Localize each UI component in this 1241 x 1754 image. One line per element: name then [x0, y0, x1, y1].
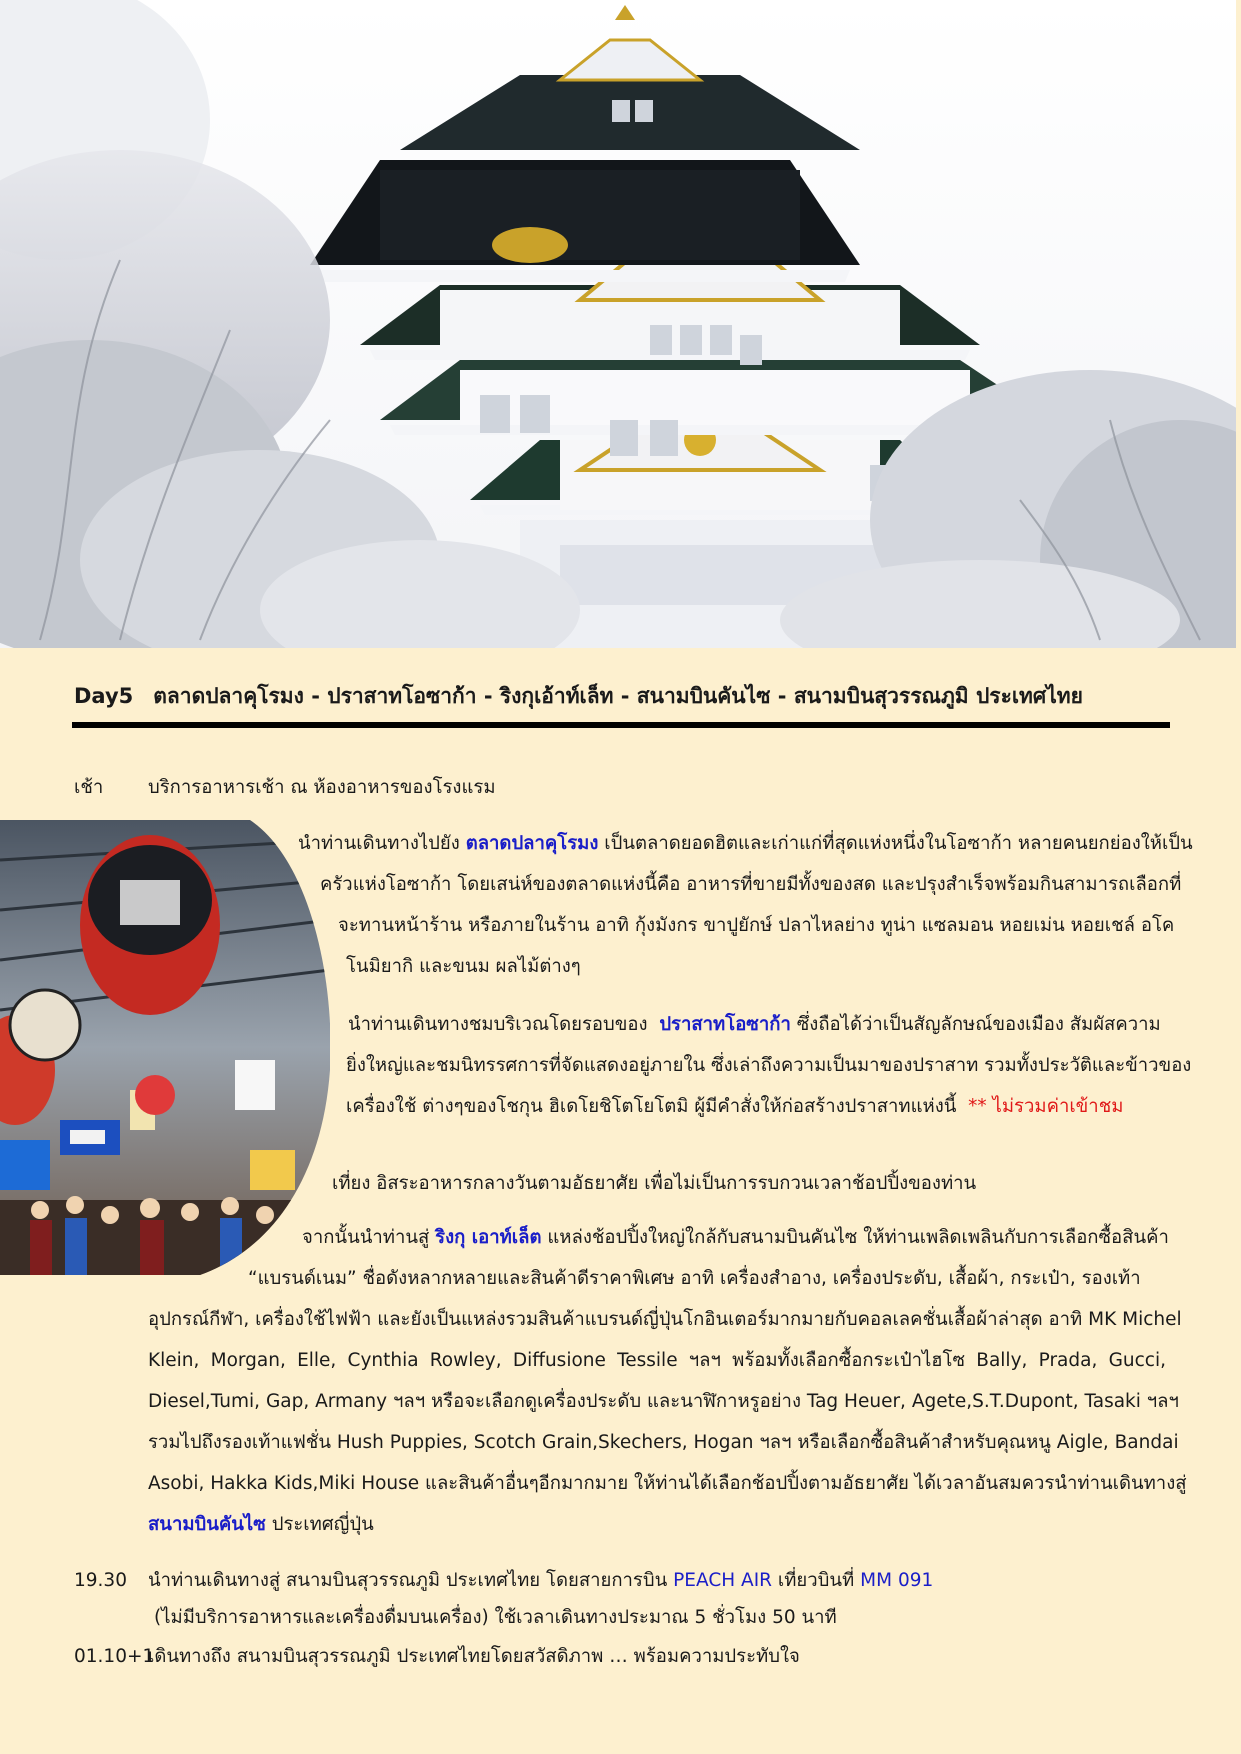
castle-line1-rest: ซึ่งถือได้ว่าเป็นสัญลักษณ์ของเมือง สัมผัสความ — [796, 1014, 1161, 1035]
castle-lead: นำท่านเดินทางชมบริเวณโดยรอบของ — [348, 1014, 648, 1035]
arrival-time: 01.10+1 — [74, 1646, 155, 1667]
market-line-2 — [320, 865, 1181, 906]
outlet-line8-rest: ประเทศญี่ปุ่น — [271, 1514, 374, 1535]
outlet-line6-text: รวมไปถึงรองเท้าแฟชั่น Hush Puppies, Scotch Grain,Skechers, Hogan ฯลฯ หรือเลือกซื้อสินค้าสำหรับคุณหนู Aigle, Bandai — [148, 1432, 1179, 1453]
market-line3-text: จะทานหน้าร้าน หรือภายในร้าน อาทิ กุ้งมังกร ขาปูยักษ์ ปลาไหลย่าง ทูน่า แซลมอน หอยเม่น หอยเชล์ อโค — [338, 915, 1175, 936]
arrival-text: เดินทางถึง สนามบินสุวรรณภูมิ ประเทศไทยโดยสวัสดิภาพ … พร้อมความประทับใจ — [148, 1646, 800, 1667]
lunch-row — [332, 1164, 976, 1205]
market-name: ตลาดปลาคุโรมง — [465, 833, 599, 854]
outlet-line2-text: “แบรนด์เนม” ชื่อดังหลากหลายและสินค้าดีราคาพิเศษ อาทิ เครื่องสำอาง, เครื่องประดับ, เสื้อผ้า, กระเป๋า, รองเท้า — [248, 1268, 1141, 1289]
outlet-lead: จากนั้นนำท่านสู่ — [302, 1227, 430, 1248]
outlet-line-5 — [148, 1382, 1179, 1423]
kansai-airport-name: สนามบินคันไซ — [148, 1514, 266, 1535]
outlet-line-1 — [302, 1218, 1169, 1259]
market-paragraph — [298, 824, 1193, 865]
flight-detail-row — [154, 1598, 837, 1638]
outlet-line4-text: Klein, Morgan, Elle, Cynthia Rowley, Diffusione Tessile ฯลฯ พร้อมทั้งเลือกซื้อกระเป๋าไฮโซ Bally, Prada, Gucci, — [148, 1350, 1166, 1371]
day-title: ตลาดปลาคุโรมง - ปราสาทโอซาก้า - ริงกุเอ้าท์เล็ท - สนามบินคันไซ - สนามบินสุวรรณภูมิ ประเทศไทย — [153, 684, 1083, 708]
outlet-line7-text: Asobi, Hakka Kids,Miki House และสินค้าอื่นๆอีกมากมาย ให้ท่านได้เลือกช้อปปิ้งตามอัธยาศัย ได้เวลาอันสมควรนำท่านเดินทางสู่ — [148, 1473, 1187, 1494]
market-line2-text: ครัวแห่งโอซาก้า โดยเสน่ห์ของตลาดแห่งนี้คือ อาหารที่ขายมีทั้งของสด และปรุงสำเร็จพร้อมกินสามารถเลือกที่ — [320, 874, 1182, 895]
outlet-line-4 — [148, 1341, 1166, 1382]
castle-line-3 — [346, 1087, 1123, 1128]
market-line1-rest: เป็นตลาดยอดฮิตและเก่าแก่ที่สุดแห่งหนึ่งในโอซาก้า หลายคนยกย่องให้เป็น — [604, 833, 1193, 854]
lunch-text: เที่ยง อิสระอาหารกลางวันตามอัธยาศัย เพื่อไม่เป็นการรบกวนเวลาช้อปปิ้งของท่าน — [332, 1173, 977, 1194]
flight-time: 19.30 — [74, 1570, 127, 1591]
market-line-4 — [346, 947, 581, 988]
flight-lead: นำท่านเดินทางสู่ สนามบินสุวรรณภูมิ ประเทศไทย โดยสายการบิน — [148, 1570, 668, 1591]
outlet-line5-text: Diesel,Tumi, Gap, Armany ฯลฯ หรือจะเลือกดูเครื่องประดับ และนาฬิกาหรูอย่าง Tag Heuer, Agete,S.T.Dupont, Tasaki ฯลฯ — [148, 1391, 1179, 1412]
castle-line-2 — [346, 1046, 1191, 1087]
castle-name: ปราสาทโอซาก้า — [659, 1014, 791, 1035]
header-divider — [72, 722, 1170, 728]
day-header — [74, 680, 1169, 724]
day-label: Day5 — [74, 684, 134, 708]
breakfast-text: บริการอาหารเช้า ณ ห้องอาหารของโรงแรม — [148, 777, 496, 798]
outlet-line-3 — [148, 1300, 1182, 1341]
airline-name: PEACH AIR — [673, 1570, 773, 1591]
kuromon-market-photo — [0, 820, 330, 1275]
market-line4-text: โนมิยากิ และขนม ผลไม้ต่างๆ — [346, 956, 581, 977]
flight-number: MM 091 — [860, 1570, 934, 1591]
castle-line-1 — [348, 1005, 1161, 1046]
breakfast-row — [74, 768, 496, 808]
castle-photo — [0, 0, 1236, 648]
outlet-line3-text: อุปกรณ์กีฬา, เครื่องใช้ไฟฟ้า และยังเป็นแหล่งรวมสินค้าแบรนด์ญี่ปุ่นโกอินเตอร์มากมายกับคอลเลคชั่นเสื้อผ้าล่าสุด อาทิ MK Michel — [148, 1309, 1182, 1330]
flight-detail-text: (ไม่มีบริการอาหารและเครื่องดื่มบนเครื่อง) ใช้เวลาเดินทางประมาณ 5 ชั่วโมง 50 นาที — [154, 1607, 837, 1628]
market-line-1 — [298, 824, 1193, 865]
market-lead: นำท่านเดินทางไปยัง — [298, 833, 460, 854]
breakfast-time: เช้า — [74, 777, 104, 798]
castle-line3-text: เครื่องใช้ ต่างๆของโชกุน ฮิเดโยชิโตโยโตมิ ผู้มีคำสั่งให้ก่อสร้างปราสาทแห่งนี้ — [346, 1096, 957, 1117]
outlet-line1-rest: แหล่งช้อปปิ้งใหญ่ใกล้กับสนามบินคันไซ ให้ท่านเพลิดเพลินกับการเลือกซื้อสินค้า — [547, 1227, 1169, 1248]
castle-line2-text: ยิ่งใหญ่และชมนิทรรศการที่จัดแสดงอยู่ภายใน ซึ่งเล่าถึงความเป็นมาของปราสาท รวมทั้งประวัติและข้าวของ — [346, 1055, 1192, 1076]
flight-label: เที่ยวบินที่ — [777, 1570, 855, 1591]
outlet-line-2 — [248, 1259, 1141, 1300]
outlet-line-6 — [148, 1423, 1179, 1464]
outlet-line-8 — [148, 1505, 374, 1546]
market-line-3 — [338, 906, 1174, 947]
entry-fee-note: ** ไม่รวมค่าเข้าชม — [968, 1096, 1124, 1117]
flight-row — [74, 1561, 933, 1601]
arrival-row — [74, 1637, 800, 1677]
outlet-name: ริงกุ เอาท์เล็ต — [435, 1227, 542, 1248]
outlet-line-7 — [148, 1464, 1187, 1505]
